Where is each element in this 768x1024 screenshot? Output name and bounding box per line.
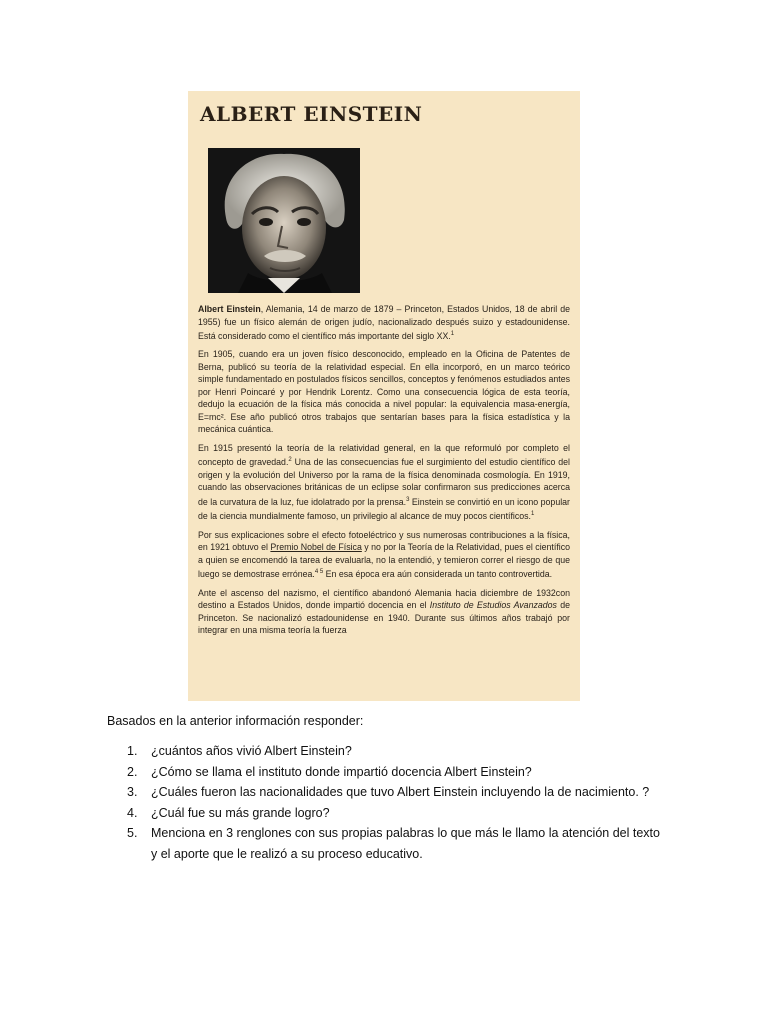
subject-name: Albert Einstein	[198, 304, 261, 314]
footnote-ref: 4 5	[314, 569, 324, 576]
einstein-portrait	[208, 148, 360, 293]
question-number: 1.	[127, 744, 138, 758]
footnote-ref: 1	[531, 511, 535, 518]
paragraph-1-text: , Alemania, 14 de marzo de 1879 – Princeton, Estados Unidos, 18 de abril de 1955) fue un físico alemán de origen judío, nacionalizado después suizo y estadounidense. Está considerado como el científico más importante del siglo XX.	[198, 304, 571, 341]
instructions-text: Basados en la anterior información responder:	[107, 714, 364, 728]
question-item	[127, 762, 660, 783]
question-number: 5.	[127, 826, 138, 840]
article-body	[198, 303, 570, 637]
paragraph-3-text-b: Una de las consecuencias fue el surgimiento del estudio científico del origen y la evolución del Universo por la rama de la física denominada cosmología. En 1919, cuando las observaciones británicas de un eclipse solar confirmaron sus predicciones acerca de la curvatura de la luz, fue idolatrado por la prensa.	[198, 457, 570, 507]
question-number: 2.	[127, 764, 138, 779]
paragraph-3-text-c: Einstein se convirtió en un icono popular de la ciencia mundialmente famoso, un privilegio al alcance de muy pocos científicos.	[198, 496, 570, 522]
question-item	[127, 803, 660, 824]
question-text: ¿Cuál fue su más grande logro?	[151, 805, 330, 820]
question-text: ¿Cuáles fueron las nacionalidades que tuvo Albert Einstein incluyendo la de nacimiento. ?	[151, 785, 650, 799]
footnote-ref: 1	[450, 331, 455, 337]
paragraph-5-text-b: de Princeton. Se nacionalizó estadounidense en 1940. Durante sus últimos años trabajó por integrar en una misma teoría la fuerza	[198, 600, 570, 636]
paragraph-4-text-a: Por sus explicaciones sobre el efecto fotoeléctrico y sus numerosas contribuciones a la física, en 1921 obtuvo el	[198, 529, 570, 553]
question-text: ¿cuántos años vivió Albert Einstein?	[151, 744, 352, 758]
footnote-ref: 2	[288, 457, 292, 464]
footnote-ref: 3	[406, 496, 410, 503]
article-image	[188, 91, 580, 701]
paragraph-3	[198, 442, 570, 523]
question-text: ¿Cómo se llama el instituto donde impartió docencia Albert Einstein?	[151, 764, 532, 779]
article-title: ALBERT EINSTEIN	[200, 102, 423, 126]
portrait-illustration	[208, 148, 360, 293]
paragraph-4-text-c: En esa época era aún considerada un tanto controvertida.	[323, 569, 553, 580]
question-item	[127, 782, 660, 803]
question-number: 3.	[127, 785, 138, 799]
question-item	[127, 823, 660, 865]
paragraph-5	[198, 587, 570, 637]
questions-list	[127, 741, 660, 865]
paragraph-4	[198, 529, 570, 581]
paragraph-2: En 1905, cuando era un joven físico desconocido, empleado en la Oficina de Patentes de Berna, publicó su teoría de la relatividad especial. En ella incorporó, en un marco teórico simple fundamentado en postulados físicos sencillos, conceptos y fenómenos estudiados antes por Henri Poincaré y por Hendrik Lorentz. Como una consecuencia lógica de esta teoría, dedujo la ecuación de la física más conocida a nivel popular: la equivalencia masa-energía, E=mc². Ese año publicó otros trabajos que sentarían bases para la física estadística y la mecánica cuántica.	[198, 349, 570, 435]
paragraph-1	[198, 303, 570, 342]
paragraph-5-text-a: Ante el ascenso del nazismo, el científico abandonó Alemania hacia diciembre de 1932con destino a Estados Unidos, donde impartió docencia en el	[198, 587, 570, 611]
paragraph-4-text-b: y no por la Teoría de la Relatividad, pues el científico a quien se encomendó la tarea de evaluarla, no la entendió, y temieron correr el riesgo de que luego se demostrase errónea.	[198, 542, 571, 580]
institute-name: Instituto de Estudios Avanzados	[429, 600, 557, 611]
nobel-prize-link[interactable]: Premio Nobel de Física	[270, 542, 362, 553]
paragraph-3-text-a: En 1915 presentó la teoría de la relatividad general, en la que reformuló por completo el concepto de gravedad.	[198, 442, 570, 468]
question-number: 4.	[127, 805, 138, 820]
question-item	[127, 741, 660, 762]
question-text: Menciona en 3 renglones con sus propias palabras lo que más le llamo la atención del texto y el aporte que le realizó a su proceso educativo.	[151, 826, 660, 861]
